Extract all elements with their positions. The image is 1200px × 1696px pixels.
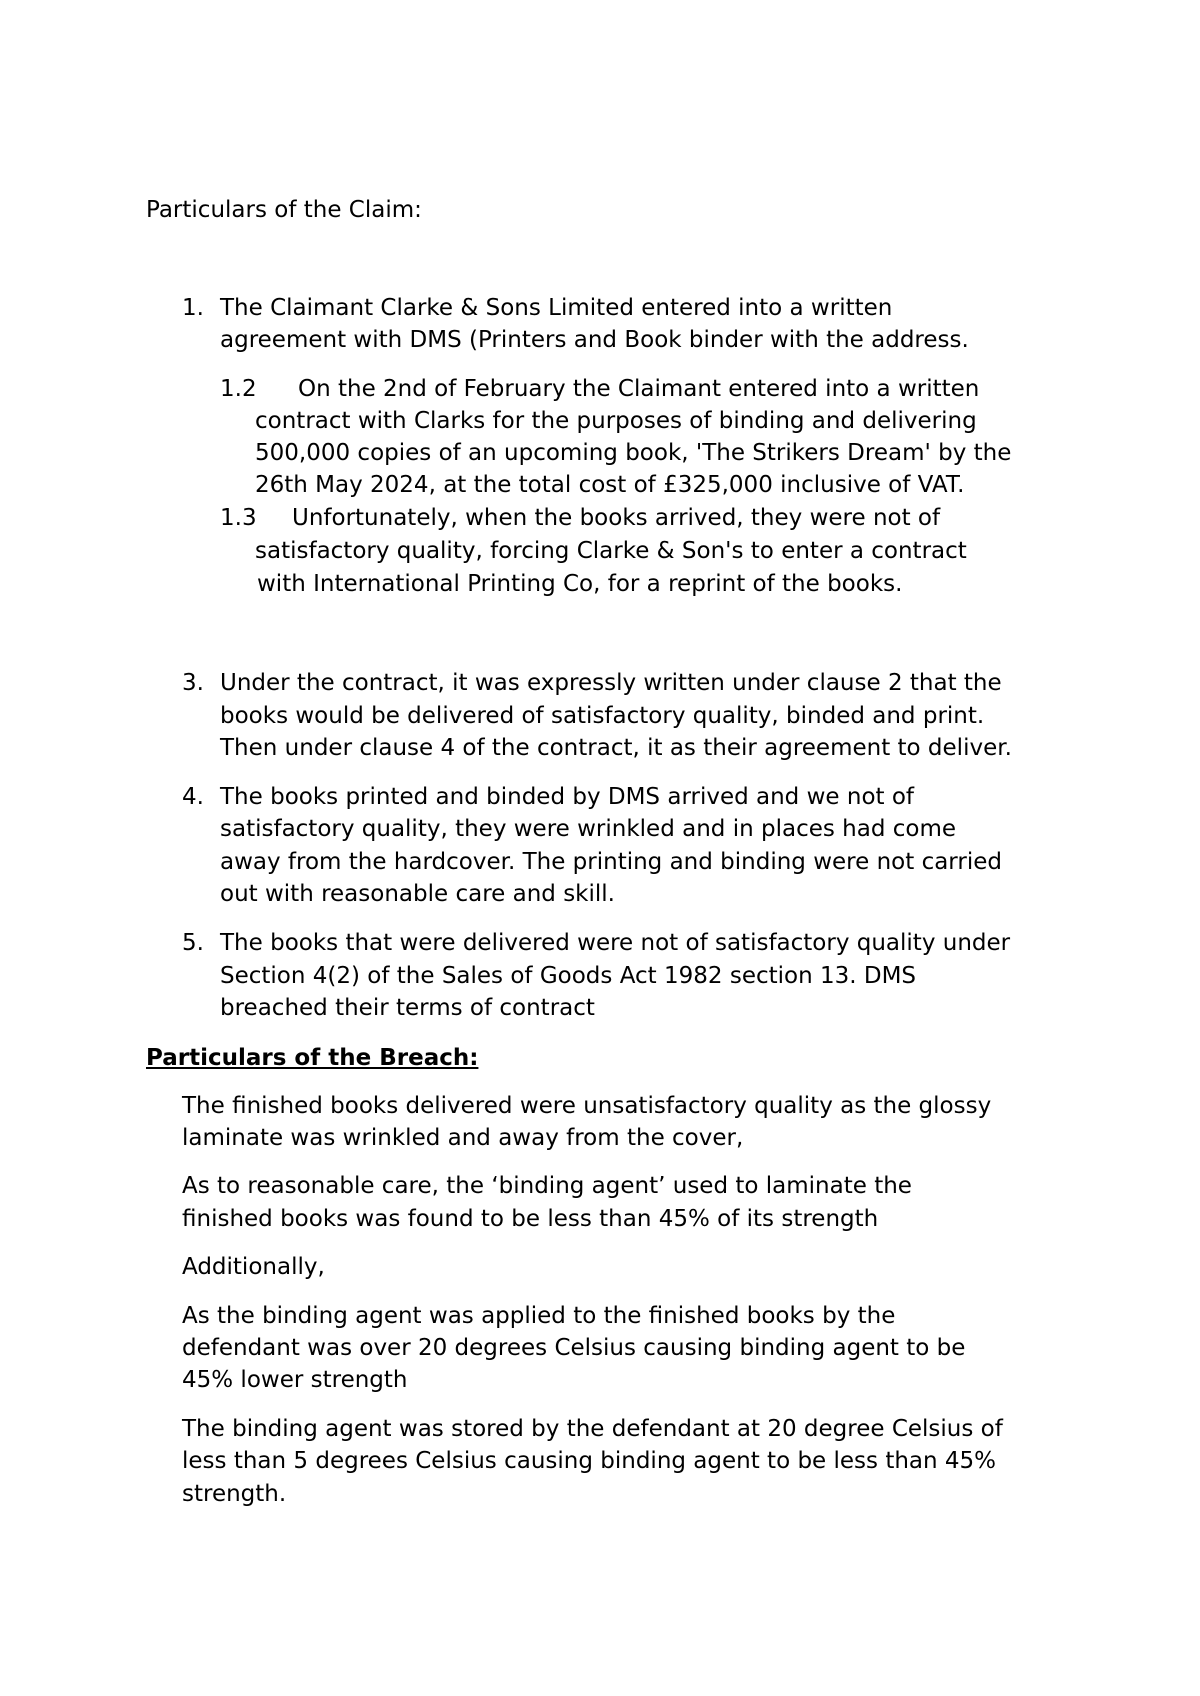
- list-item-text-line: satisfactory quality, they were wrinkled and in places had come: [220, 816, 957, 842]
- paragraph-line: finished books was found to be less than 45% of its strength: [182, 1206, 879, 1232]
- paragraph-line: As to reasonable care, the ‘binding agent’ used to laminate the: [182, 1173, 912, 1199]
- list-item-text-line: 500,000 copies of an upcoming book, 'The Strikers Dream' by the: [255, 440, 1012, 466]
- list-item-text-line: books would be delivered of satisfactory quality, binded and print.: [220, 703, 985, 729]
- list-item-text-line: The books that were delivered were not of satisfactory quality under: [220, 930, 1011, 956]
- claim-heading: Particulars of the Claim:: [146, 197, 422, 223]
- list-item-text-line: agreement with DMS (Printers and Book binder with the address.: [220, 327, 969, 353]
- list-item-text-line: 26th May 2024, at the total cost of £325,000 inclusive of VAT.: [255, 472, 965, 498]
- paragraph-line: As the binding agent was applied to the finished books by the: [182, 1303, 896, 1329]
- list-item-text-line: Unfortunately, when the books arrived, they were not of: [292, 505, 941, 531]
- list-item-text-line: breached their terms of contract: [220, 995, 595, 1021]
- list-item-number: 1.2: [220, 376, 257, 402]
- breach-heading: Particulars of the Breach:: [146, 1045, 479, 1071]
- list-item-text-line: The books printed and binded by DMS arrived and we not of: [220, 784, 915, 810]
- paragraph-line: The finished books delivered were unsatisfactory quality as the glossy: [182, 1093, 992, 1119]
- paragraph-line: Additionally,: [182, 1254, 325, 1280]
- list-item-number: 5.: [182, 930, 204, 956]
- list-item-text-line: with International Printing Co, for a reprint of the books.: [257, 571, 903, 597]
- paragraph-line: 45% lower strength: [182, 1367, 408, 1393]
- list-item-text-line: Then under clause 4 of the contract, it as their agreement to deliver.: [220, 735, 1012, 761]
- list-item-number: 3.: [182, 670, 204, 696]
- list-item-text-line: satisfactory quality, forcing Clarke & Son's to enter a contract: [255, 538, 967, 564]
- list-item-text-line: contract with Clarks for the purposes of binding and delivering: [255, 408, 977, 434]
- list-item-text-line: Under the contract, it was expressly written under clause 2 that the: [220, 670, 1002, 696]
- list-item-text-line: The Claimant Clarke & Sons Limited entered into a written: [220, 295, 893, 321]
- list-item-text-line: On the 2nd of February the Claimant entered into a written: [298, 376, 980, 402]
- paragraph-line: The binding agent was stored by the defendant at 20 degree Celsius of: [182, 1416, 1003, 1442]
- list-item-number: 1.3: [220, 505, 257, 531]
- paragraph-line: less than 5 degrees Celsius causing binding agent to be less than 45%: [182, 1448, 997, 1474]
- list-item-text-line: out with reasonable care and skill.: [220, 881, 615, 907]
- list-item-number: 4.: [182, 784, 204, 810]
- paragraph-line: defendant was over 20 degrees Celsius causing binding agent to be: [182, 1335, 966, 1361]
- list-item-text-line: Section 4(2) of the Sales of Goods Act 1982 section 13. DMS: [220, 963, 917, 989]
- list-item-number: 1.: [182, 295, 204, 321]
- list-item-text-line: away from the hardcover. The printing and binding were not carried: [220, 849, 1002, 875]
- paragraph-line: strength.: [182, 1481, 287, 1507]
- paragraph-line: laminate was wrinkled and away from the cover,: [182, 1125, 744, 1151]
